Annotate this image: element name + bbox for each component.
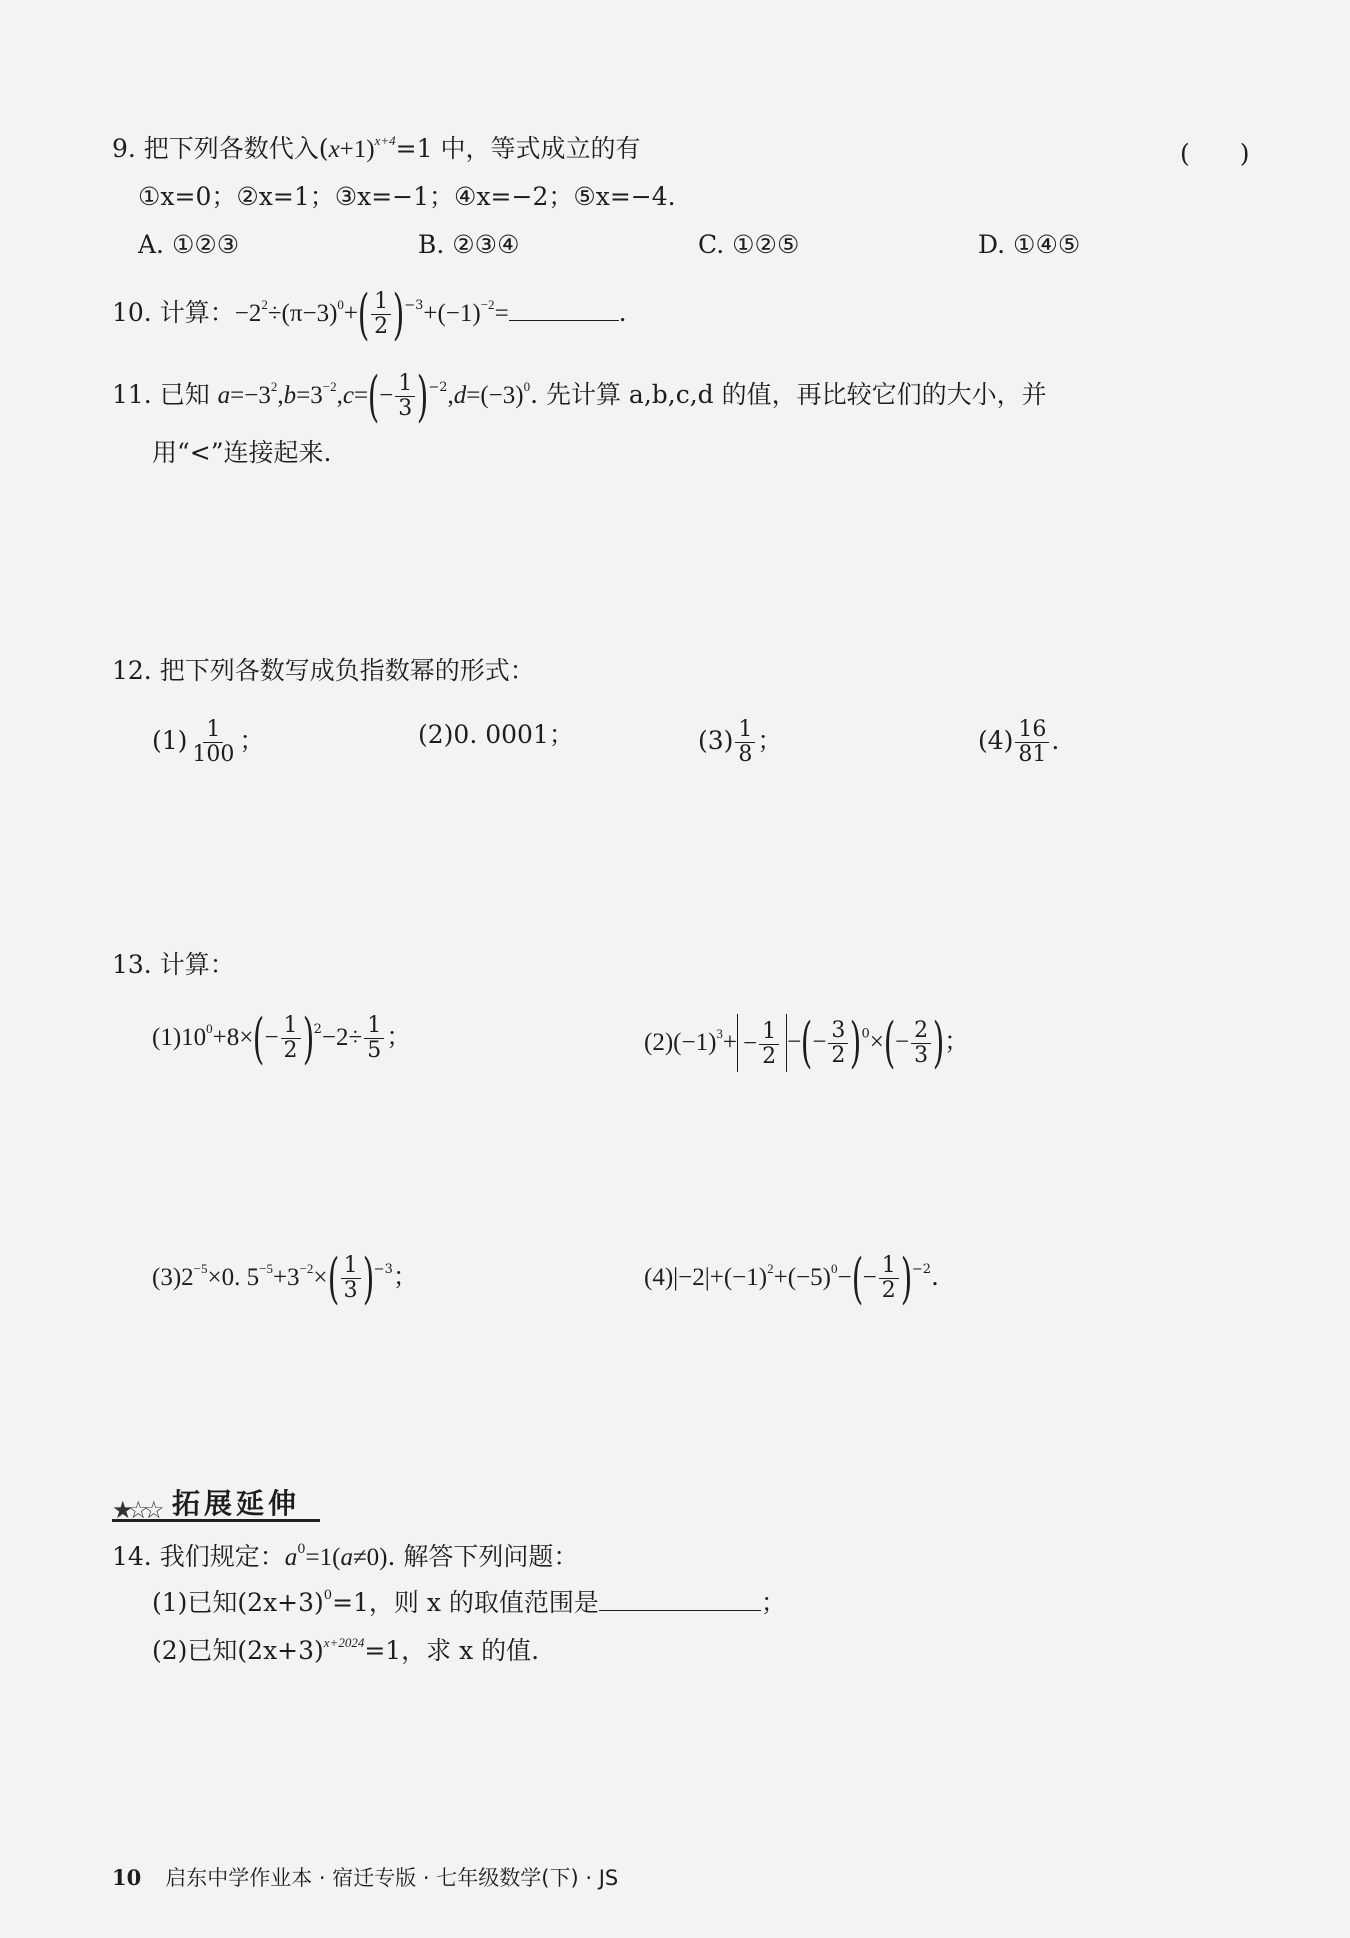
star-icon: ★☆☆ [112, 1496, 159, 1524]
question-9-items: ①x=0；②x=1；③x=−1；④x=−2；⑤x=−4. [138, 182, 676, 211]
question-9-stem: 9. 把下列各数代入$(x+1)^{x+4}=1$ 中，等式成立的有 [112, 133, 641, 163]
answer-blank[interactable] [509, 296, 619, 321]
q11-tail: . 先计算 a,b,c,d 的值，再比较它们的大小，并 [530, 380, 1047, 409]
q14-p1-prefix: (1)已知(2x+3) [152, 1588, 324, 1617]
q12-frac-3-den: 8 [738, 742, 753, 767]
q9-stem-prefix: 9. 把下列各数代入( [112, 134, 329, 163]
answer-bracket: ( ) [1180, 139, 1250, 168]
option-b: B. ②③④ [418, 230, 520, 259]
book-title: 启东中学作业本 · 宿迁专版 · 七年级数学(下) · JS [165, 1866, 619, 1890]
answer-blank-range[interactable] [599, 1586, 761, 1611]
q14-part-2: (2)已知$(2x+3)^{x+2024}=1$，求 x 的值. [152, 1635, 540, 1665]
q14-part-1: (1)已知$(2x+3)^0=1$，则 x 的取值范围是 ； [152, 1588, 786, 1617]
q12-frac-4-num: 16 [1015, 718, 1049, 743]
q14-p1-mid: =1，则 x 的取值范围是 [332, 1588, 599, 1617]
q10-end: . [618, 298, 627, 327]
option-a: A. ①②③ [138, 230, 240, 259]
q11-label: 11. 已知 [112, 380, 210, 409]
q13-part-4: $(4)|-2|+(-1)^2+(-5)^0-(-$ $\frac{1}{2}$ )$^{-2}$. [644, 1246, 939, 1310]
q13-part-1: $(1)10^0+8\times(-$ $\frac{1}{2}$ )$^2$−2÷ $\frac{1}{5}$ ； [152, 1006, 412, 1070]
q14-p2-tail: =1，求 x 的值. [364, 1636, 540, 1665]
section-underline [112, 1519, 320, 1522]
q14-rule-tail: . 解答下列问题： [387, 1542, 579, 1571]
page-footer [112, 1862, 618, 1892]
q12-frac-3-num: 1 [735, 718, 755, 743]
question-14-stem: 14. 我们规定：$a^0=1(a\ne 0)$. 解答下列问题： [112, 1542, 579, 1571]
q12-part-4: (4) $\frac{16}{81}$ . [978, 717, 1060, 767]
q9-stem-suffix: =1 中，等式成立的有 [395, 134, 641, 163]
question-11: 11. 已知 $a=-3^2,b=3^{-2},c=(-$ $\frac{1}{3}$ )$^{-2},d=(-3)^0$. 先计算 a,b,c,d 的值，再比较它们的大小，并 [112, 364, 1047, 428]
q12-part-1: (1) $\frac{1}{100}$ ； [152, 717, 265, 767]
section-title: 拓展延伸 [172, 1487, 301, 1520]
q12-part-2: (2)0. 0001； [418, 720, 574, 749]
q12-frac-4-den: 81 [1018, 742, 1047, 767]
q12-frac-1-den: 100 [192, 742, 235, 767]
q13-part-2: $(2)(-1)^3+$ − $\frac{1}{2}$ −(− $\frac{3}{2}$ )$^0$×(− $\frac{2}{3}$ )； [644, 1011, 970, 1074]
question-13-stem: 13. 计算： [112, 950, 235, 979]
q14-p1-end: ； [760, 1588, 786, 1617]
question-11-line2: 用“<”连接起来. [152, 438, 332, 467]
q12-frac-1-num: 1 [203, 718, 223, 743]
question-10: 10. 计算：$-2^2\div(\pi-3)^0+$( $\frac{1}{2}$ )$^{-3}+(-1)^{-2}=$ . [112, 282, 627, 346]
q12-part-1-label: (1) [152, 726, 188, 755]
q14-p2-prefix: (2)已知(2x+3) [152, 1636, 324, 1665]
q12-part-4-label: (4) [978, 726, 1014, 755]
question-12-stem: 12. 把下列各数写成负指数幂的形式： [112, 656, 535, 685]
q12-part-3-label: (3) [698, 726, 734, 755]
q12-part-3: (3) $\frac{1}{8}$ ； [698, 717, 783, 767]
option-c: C. ①②⑤ [698, 230, 800, 259]
page-number: 10 [112, 1865, 142, 1890]
q13-part-3: $(3)2^{-5}\times 0$. $5^{-5}+3^{-2}\times$( $\frac{1}{3}$ )$^{-3}$； [152, 1246, 418, 1310]
q10-label: 10. 计算： [112, 298, 235, 327]
option-d: D. ①④⑤ [978, 230, 1081, 259]
section-header-extension [112, 1478, 320, 1526]
q14-label: 14. 我们规定： [112, 1542, 285, 1571]
